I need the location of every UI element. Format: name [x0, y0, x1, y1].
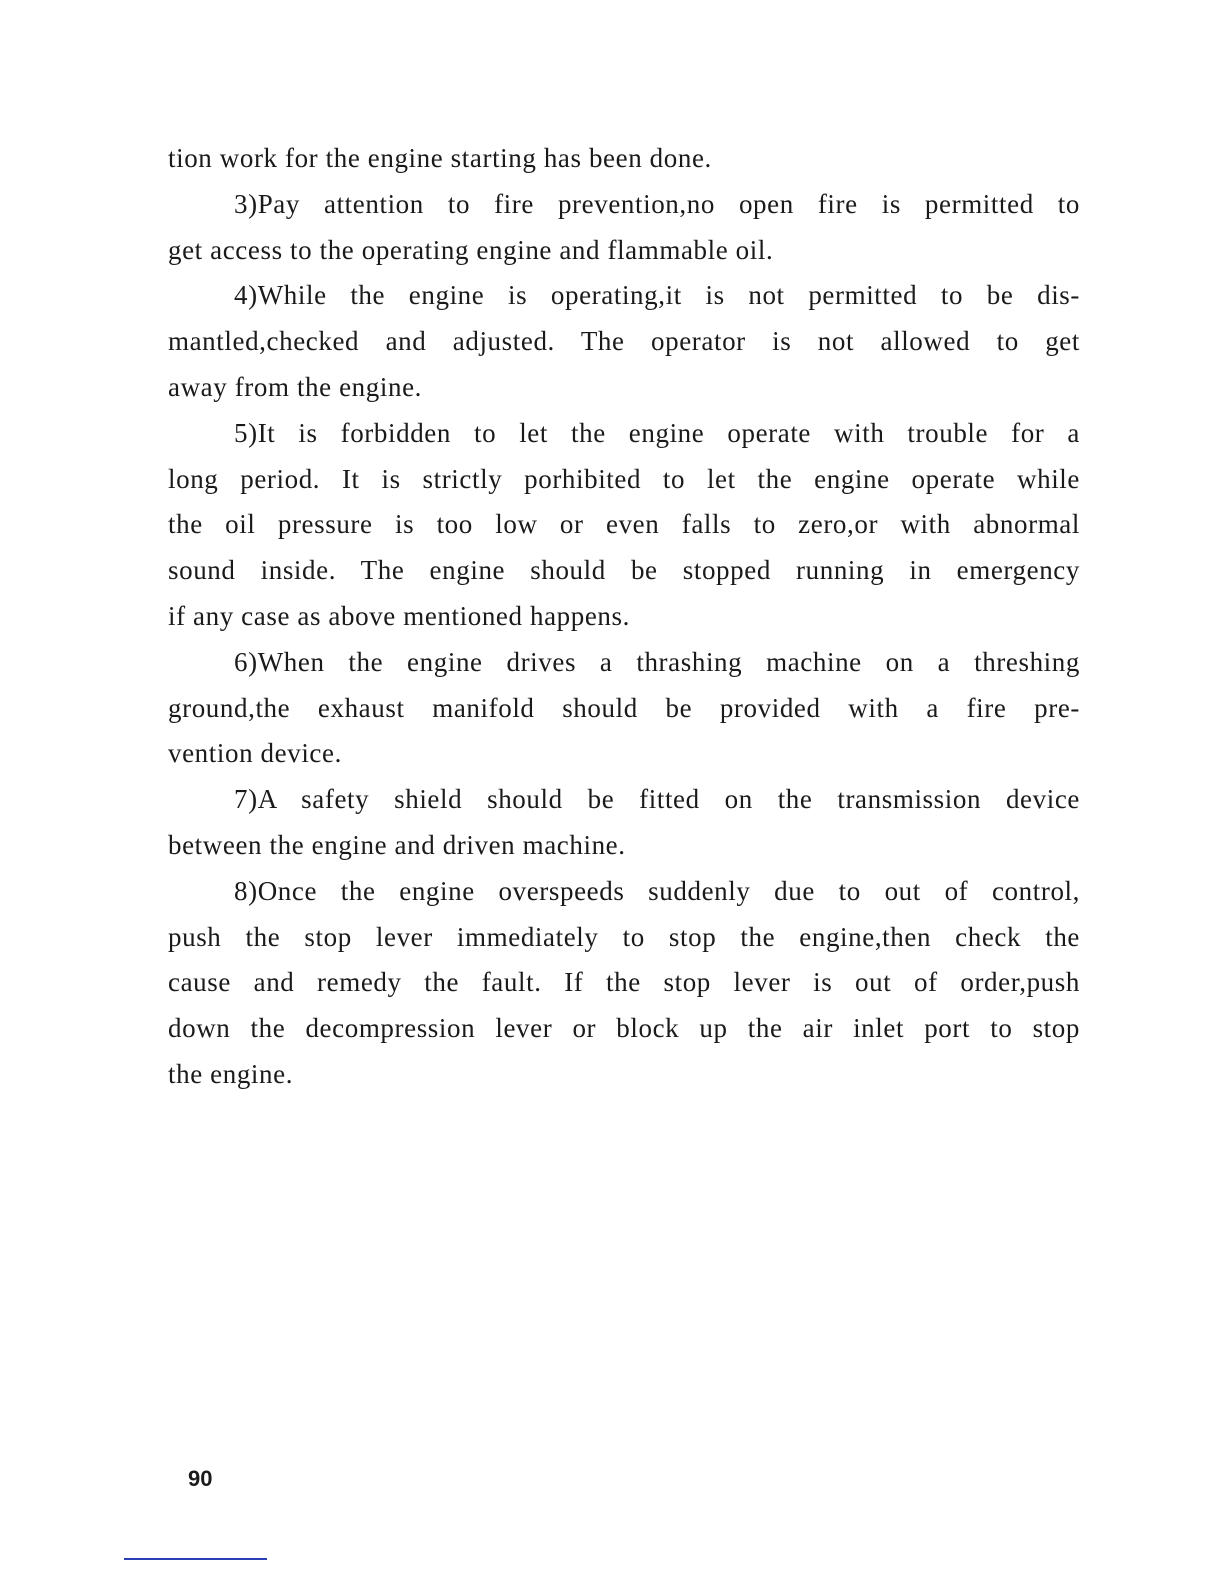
text-line: long period. It is strictly porhibited to let the engine operate while: [168, 463, 1080, 494]
text-line: the oil pressure is too low or even falls to zero,or with abnormal: [168, 509, 1080, 540]
text-line: away from the engine.: [168, 371, 423, 402]
page-body: [168, 136, 1080, 1098]
text-line: vention device.: [168, 738, 342, 769]
text-line: 4)While the engine is operating,it is not permitted to be dis-: [234, 280, 1080, 311]
text-line: push the stop lever immediately to stop the engine,then check the: [168, 921, 1080, 952]
bottom-rule: [124, 1558, 267, 1560]
text-line: get access to the operating engine and flammable oil.: [168, 234, 774, 265]
text-line: 3)Pay attention to fire prevention,no open fire is permitted to: [234, 188, 1080, 219]
page-number: 90: [188, 1466, 213, 1491]
text-line: 8)Once the engine overspeeds suddenly due to out of control,: [234, 875, 1080, 906]
text-line: sound inside. The engine should be stopped running in emergency: [168, 555, 1080, 586]
text-line: tion work for the engine starting has been done.: [168, 143, 712, 173]
text-line: ground,the exhaust manifold should be provided with a fire pre-: [168, 692, 1080, 723]
text-line: between the engine and driven machine.: [168, 829, 626, 860]
text-line: 7)A safety shield should be fitted on the transmission device: [234, 784, 1080, 815]
text-line: 6)When the engine drives a thrashing machine on a threshing: [234, 646, 1080, 677]
text-line: if any case as above mentioned happens.: [168, 600, 630, 631]
text-line: cause and remedy the fault. If the stop lever is out of order,push: [168, 967, 1080, 998]
text-line: the engine.: [168, 1058, 294, 1089]
text-line: 5)It is forbidden to let the engine operate with trouble for a: [234, 417, 1080, 448]
text-line: down the decompression lever or block up the air inlet port to stop: [168, 1013, 1080, 1044]
text-line: mantled,checked and adjusted. The operator is not allowed to get: [168, 326, 1080, 357]
